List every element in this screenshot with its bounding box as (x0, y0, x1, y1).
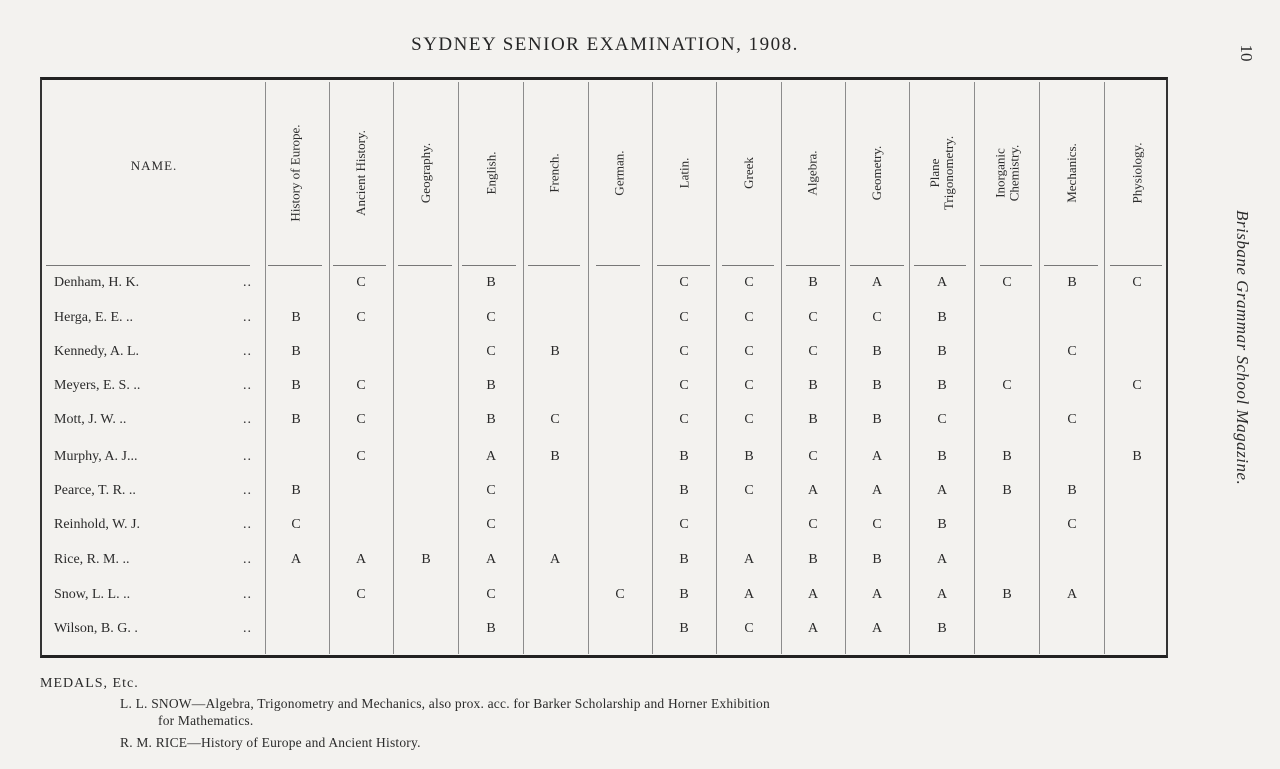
grade-cell: B (486, 275, 496, 290)
leader-dots: .. (243, 587, 252, 602)
grade-cell: B (291, 310, 301, 325)
grade-cell: B (744, 449, 754, 464)
grade-cell: B (679, 552, 689, 567)
grade-cell: B (679, 449, 689, 464)
grade-cell: C (808, 310, 818, 325)
leader-dots: .. (243, 449, 252, 464)
grade-cell: C (808, 517, 818, 532)
grade-cell: B (421, 552, 431, 567)
grade-cell: B (1002, 449, 1012, 464)
subject-header-label: Plane Trigonometry. (927, 135, 956, 210)
subject-header-label: Latin. (676, 157, 691, 188)
grade-cell: C (356, 275, 366, 290)
header-rule (462, 265, 516, 266)
grade-cell: A (807, 483, 819, 498)
grade-cell: A (485, 449, 497, 464)
student-name: Reinhold, W. J. (54, 517, 140, 532)
student-name: Mott, J. W. .. (54, 412, 127, 427)
grade-cell: C (872, 310, 882, 325)
header-rule (398, 265, 452, 266)
grade-cell: A (1066, 587, 1078, 602)
grade-cell: A (871, 587, 883, 602)
column-divider (1104, 82, 1105, 654)
grade-cell: C (1132, 378, 1142, 393)
grade-cell: B (550, 449, 560, 464)
subject-header-label: English. (483, 151, 499, 194)
medals-heading: MEDALS, Etc. (40, 676, 139, 691)
subject-header (276, 80, 316, 265)
subject-header-label: Geography. (418, 142, 434, 203)
grade-cell: B (1132, 449, 1142, 464)
grade-cell: B (1067, 483, 1077, 498)
header-rule (268, 265, 322, 266)
grade-cell: A (549, 552, 561, 567)
subject-header-label: History of Europe. (288, 123, 303, 222)
leader-dots: .. (243, 483, 252, 498)
grade-cell: A (807, 621, 819, 636)
column-divider (652, 82, 653, 654)
column-divider (265, 82, 266, 654)
grade-cell: A (871, 275, 883, 290)
student-name: Murphy, A. J... (54, 449, 138, 464)
grade-cell: C (744, 275, 754, 290)
student-name: Pearce, T. R. .. (54, 483, 136, 498)
leader-dots: .. (243, 378, 252, 393)
grade-cell: C (744, 344, 754, 359)
grade-cell: B (291, 483, 301, 498)
column-divider (781, 82, 782, 654)
grade-cell: B (937, 449, 947, 464)
grade-cell: C (937, 412, 947, 427)
name-column-header: NAME. (130, 158, 178, 173)
grade-cell: B (486, 378, 496, 393)
column-divider (329, 82, 330, 654)
leader-dots: .. (243, 552, 252, 567)
grade-cell: B (679, 483, 689, 498)
grade-cell: C (679, 378, 689, 393)
subject-header (1052, 80, 1092, 265)
grade-cell: B (679, 621, 689, 636)
subject-header (406, 80, 446, 265)
column-divider (1039, 82, 1040, 654)
grade-cell: C (356, 378, 366, 393)
student-name: Denham, H. K. (54, 275, 140, 290)
grade-cell: C (744, 310, 754, 325)
leader-dots: .. (243, 310, 252, 325)
column-divider (523, 82, 524, 654)
grade-cell: A (871, 449, 883, 464)
grade-cell: A (743, 552, 755, 567)
header-rule (528, 265, 580, 266)
grade-cell: C (356, 310, 366, 325)
subject-header (471, 80, 511, 265)
grade-cell: B (679, 587, 689, 602)
grade-cell: C (486, 344, 496, 359)
leader-dots: .. (243, 621, 252, 636)
column-divider (716, 82, 717, 654)
grade-cell: B (872, 344, 882, 359)
grade-cell: C (872, 517, 882, 532)
header-rule (786, 265, 840, 266)
grade-cell: B (872, 552, 882, 567)
subject-header (729, 80, 769, 265)
grade-cell: B (291, 378, 301, 393)
header-rule (46, 265, 250, 266)
subject-header-label: Geometry. (869, 145, 885, 200)
subject-header (793, 80, 833, 265)
subject-header (535, 80, 575, 265)
grade-cell: B (937, 517, 947, 532)
grade-cell: A (936, 552, 948, 567)
grade-cell: B (1002, 483, 1012, 498)
grade-cell: B (808, 378, 818, 393)
grade-cell: C (679, 275, 689, 290)
grade-cell: B (808, 552, 818, 567)
grade-cell: B (937, 378, 947, 393)
grade-cell: B (872, 378, 882, 393)
grade-cell: B (1002, 587, 1012, 602)
grade-cell: C (1067, 344, 1077, 359)
grade-cell: B (872, 412, 882, 427)
grade-cell: A (743, 587, 755, 602)
grade-cell: B (291, 412, 301, 427)
grade-cell: C (1067, 517, 1077, 532)
header-rule (1044, 265, 1098, 266)
leader-dots: .. (243, 412, 252, 427)
medal-line-snow-cont: for Mathematics. (158, 713, 254, 728)
grade-cell: B (1067, 275, 1077, 290)
student-name: Meyers, E. S. .. (54, 378, 141, 393)
subject-header-label: Greek (740, 156, 756, 189)
grade-cell: B (808, 412, 818, 427)
subject-header-label: Algebra. (805, 149, 820, 196)
grade-cell: A (290, 552, 302, 567)
grade-cell: C (744, 483, 754, 498)
grade-cell: B (486, 621, 496, 636)
grade-cell: B (550, 344, 560, 359)
grade-cell: C (744, 412, 754, 427)
header-rule (850, 265, 904, 266)
column-divider (393, 82, 394, 654)
grade-cell: C (808, 449, 818, 464)
grade-cell: C (356, 449, 366, 464)
medal-line-rice: R. M. RICE—History of Europe and Ancient History. (120, 735, 421, 750)
column-divider (909, 82, 910, 654)
header-rule (333, 265, 386, 266)
subject-header (857, 80, 897, 265)
grade-cell: C (679, 412, 689, 427)
header-rule (722, 265, 774, 266)
column-divider (845, 82, 846, 654)
subject-header-label: German. (612, 149, 627, 196)
grade-cell: C (550, 412, 560, 427)
subject-header-label: French. (546, 152, 562, 193)
subject-header-label: Inorganic Chemistry. (992, 144, 1022, 201)
student-name: Herga, E. E. .. (54, 310, 134, 325)
grade-cell: B (937, 621, 947, 636)
subject-header (600, 80, 640, 265)
grade-cell: C (679, 310, 689, 325)
grade-cell: C (486, 310, 496, 325)
grade-cell: B (808, 275, 818, 290)
grade-cell: A (936, 587, 948, 602)
subject-header-label: Mechanics. (1064, 142, 1079, 203)
grade-cell: C (486, 587, 496, 602)
leader-dots: .. (243, 344, 252, 359)
subject-header (922, 80, 962, 265)
grade-cell: A (485, 552, 497, 567)
header-rule (596, 265, 640, 266)
grade-cell: B (937, 310, 947, 325)
subject-header-label: Physiology. (1129, 142, 1145, 203)
grade-cell: C (1067, 412, 1077, 427)
medal-line-snow: L. L. SNOW—Algebra, Trigonometry and Mechanics, also prox. acc. for Barker Scholarship and Horner Exhibition (120, 696, 770, 711)
grade-cell: C (808, 344, 818, 359)
grade-cell: C (486, 483, 496, 498)
grade-cell: C (744, 378, 754, 393)
header-rule (914, 265, 966, 266)
grade-cell: C (356, 412, 366, 427)
student-name: Kennedy, A. L. (54, 344, 140, 359)
subject-header (341, 80, 381, 265)
grade-cell: C (1002, 275, 1012, 290)
subject-header (987, 80, 1027, 265)
grade-cell: A (936, 275, 948, 290)
grade-cell: A (871, 621, 883, 636)
magazine-side-title: Brisbane Grammar School Magazine. (1233, 210, 1252, 486)
subject-header (664, 80, 704, 265)
grade-cell: C (291, 517, 301, 532)
leader-dots: .. (243, 517, 252, 532)
page-number: 10 (1237, 44, 1256, 62)
grade-cell: C (615, 587, 625, 602)
grade-cell: B (291, 344, 301, 359)
page-title: SYDNEY SENIOR EXAMINATION, 1908. (411, 34, 799, 55)
grade-cell: A (355, 552, 367, 567)
subject-header-label: Ancient History. (353, 129, 368, 216)
student-name: Rice, R. M. .. (54, 552, 130, 567)
student-name: Wilson, B. G. . (54, 621, 138, 636)
grade-cell: B (486, 412, 496, 427)
grade-cell: C (356, 587, 366, 602)
grade-cell: C (679, 517, 689, 532)
grade-cell: C (679, 344, 689, 359)
column-divider (458, 82, 459, 654)
grade-cell: A (871, 483, 883, 498)
student-name: Snow, L. L. .. (54, 587, 131, 602)
grade-cell: C (486, 517, 496, 532)
header-rule (657, 265, 710, 266)
column-divider (974, 82, 975, 654)
grade-cell: A (936, 483, 948, 498)
leader-dots: .. (243, 275, 252, 290)
header-rule (980, 265, 1032, 266)
grade-cell: B (937, 344, 947, 359)
grade-cell: C (1002, 378, 1012, 393)
grade-cell: C (744, 621, 754, 636)
subject-header (1117, 80, 1157, 265)
header-rule (1110, 265, 1162, 266)
grade-cell: A (807, 587, 819, 602)
grade-cell: C (1132, 275, 1142, 290)
column-divider (588, 82, 589, 654)
